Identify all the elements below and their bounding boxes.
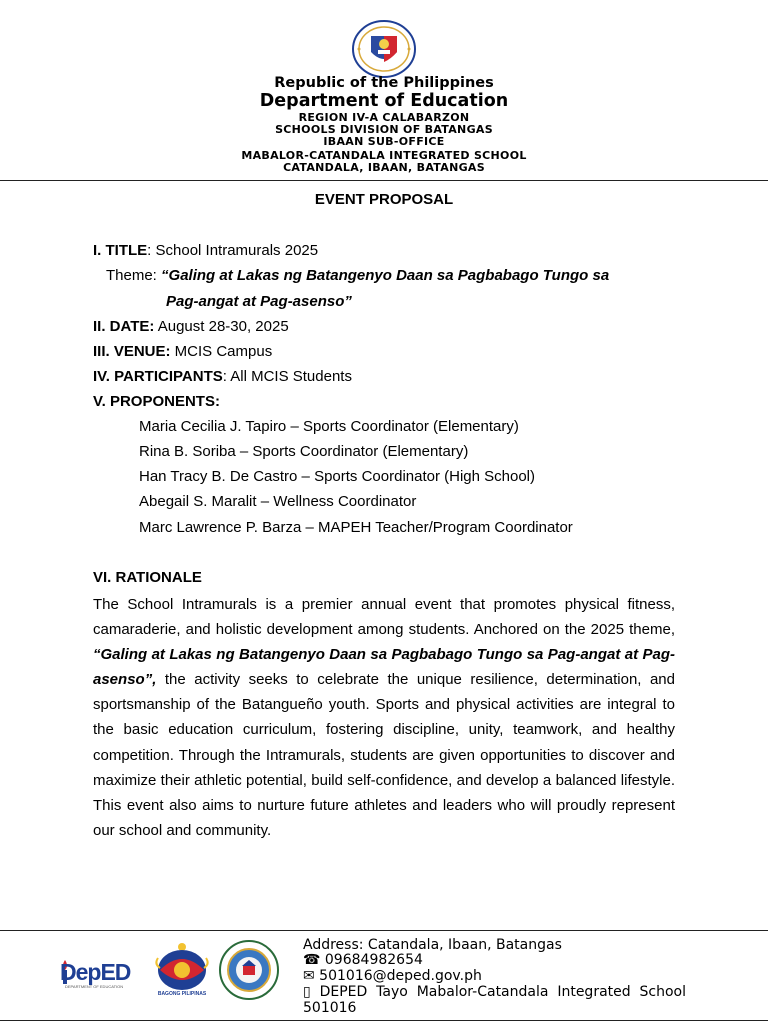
deped-logo: [57, 952, 147, 992]
footer-phone-row: [303, 953, 423, 969]
bagong-pilipinas-emblem-icon: [150, 938, 214, 992]
rationale-text-1: The School Intramurals is a premier annual event that promotes physical fitness, camaraderie, and holistic development among students. Anchored on the 2025 theme,: [93, 596, 675, 639]
republic-line: Republic of the Philippines: [274, 75, 494, 91]
theme-line-1: “Galing at Lakas ng Batangenyo Daan sa Pagbabago Tungo sa: [161, 267, 610, 284]
bagong-pilipinas-text: BAGONG PILIPINAS: [157, 991, 207, 997]
proponent-item: Rina B. Soriba – Sports Coordinator (Elementary): [139, 443, 469, 460]
participants-value: : All MCIS Students: [222, 368, 352, 385]
deped-logo-text: DepED: [60, 959, 131, 985]
division-line: SCHOOLS DIVISION OF BATANGAS: [275, 123, 493, 136]
rationale-text-2: the activity seeks to celebrate the unique resilience, determination, and sportsmanship of the Batangueño youth. Sports and physical activities are integral to the basic education curriculum, fostering discipline, unity, teamwork, and healthy competition. Through the Intramurals, students are given opportunities to discover and maximize their athletic potential, build self-confidence, and develop a balanced lifestyle. This event also aims to nurture future athletes and leaders who will proudly represent our school and community.: [93, 671, 675, 839]
venue-row: [93, 342, 272, 362]
bagong-pilipinas-logo: [150, 938, 214, 1000]
email-icon: ✉: [303, 968, 315, 984]
rationale-paragraph: [93, 592, 675, 843]
region-line: REGION IV-A CALABARZON: [298, 111, 470, 124]
footer-divider: [0, 930, 768, 931]
date-row: [93, 317, 289, 337]
theme-label: Theme:: [106, 267, 162, 284]
school-seal-text: [218, 940, 219, 941]
proponents-label: V. PROPONENTS:: [93, 393, 220, 410]
facebook-icon: ▯: [303, 984, 311, 1000]
title-value: : School Intramurals 2025: [147, 242, 319, 259]
footer-address: Address: Catandala, Ibaan, Batangas: [303, 937, 562, 953]
footer-facebook-cutoff: 501016: [303, 1000, 357, 1016]
department-line: Department of Education: [259, 91, 509, 111]
deped-logo-subtitle: DEPARTMENT OF EDUCATION: [65, 984, 124, 989]
school-seal-icon: [218, 940, 280, 1000]
date-label: II. DATE:: [93, 318, 155, 335]
school-seal: [218, 940, 280, 1000]
footer-facebook-row: [303, 985, 686, 1001]
proponent-item: Abegail S. Maralit – Wellness Coordinator: [139, 493, 417, 510]
deped-seal-icon: [351, 20, 417, 78]
suboffice-line: IBAAN SUB-OFFICE: [323, 135, 445, 148]
address-line: CATANDALA, IBAAN, BATANGAS: [283, 161, 485, 174]
participants-row: [93, 367, 352, 387]
participants-label: IV. PARTICIPANTS: [93, 368, 223, 385]
venue-value: MCIS Campus: [170, 343, 273, 360]
rationale-theme: “Galing at Lakas ng Batangenyo Daan sa Pagbabago Tungo sa Pag-angat at Pag-asenso”,: [93, 646, 675, 689]
rationale-label: VI. RATIONALE: [93, 569, 202, 586]
theme-row: [106, 266, 609, 286]
footer-facebook: DEPED Tayo Mabalor-Catandala Integrated School: [310, 984, 686, 1000]
footer-email: 501016@deped.gov.ph: [314, 968, 482, 984]
proponent-item: Marc Lawrence P. Barza – MAPEH Teacher/Program Coordinator: [139, 519, 573, 536]
theme-line-2: Pag-angat at Pag-asenso”: [166, 293, 352, 310]
document-heading: EVENT PROPOSAL: [314, 191, 454, 208]
title-label: I. TITLE: [93, 242, 148, 259]
proponent-item: Han Tracy B. De Castro – Sports Coordinator (High School): [139, 468, 535, 485]
school-line: MABALOR-CATANDALA INTEGRATED SCHOOL: [241, 149, 527, 162]
footer-bottom-divider: [0, 1020, 768, 1021]
footer-email-row: [303, 969, 482, 985]
proponent-item: Maria Cecilia J. Tapiro – Sports Coordinator (Elementary): [139, 418, 519, 435]
footer-phone: 09684982654: [320, 952, 423, 968]
phone-icon: ☎: [303, 952, 321, 968]
title-row: [93, 241, 318, 261]
venue-label: III. VENUE:: [93, 343, 171, 360]
header-divider: [0, 180, 768, 181]
date-value: August 28-30, 2025: [154, 318, 289, 335]
